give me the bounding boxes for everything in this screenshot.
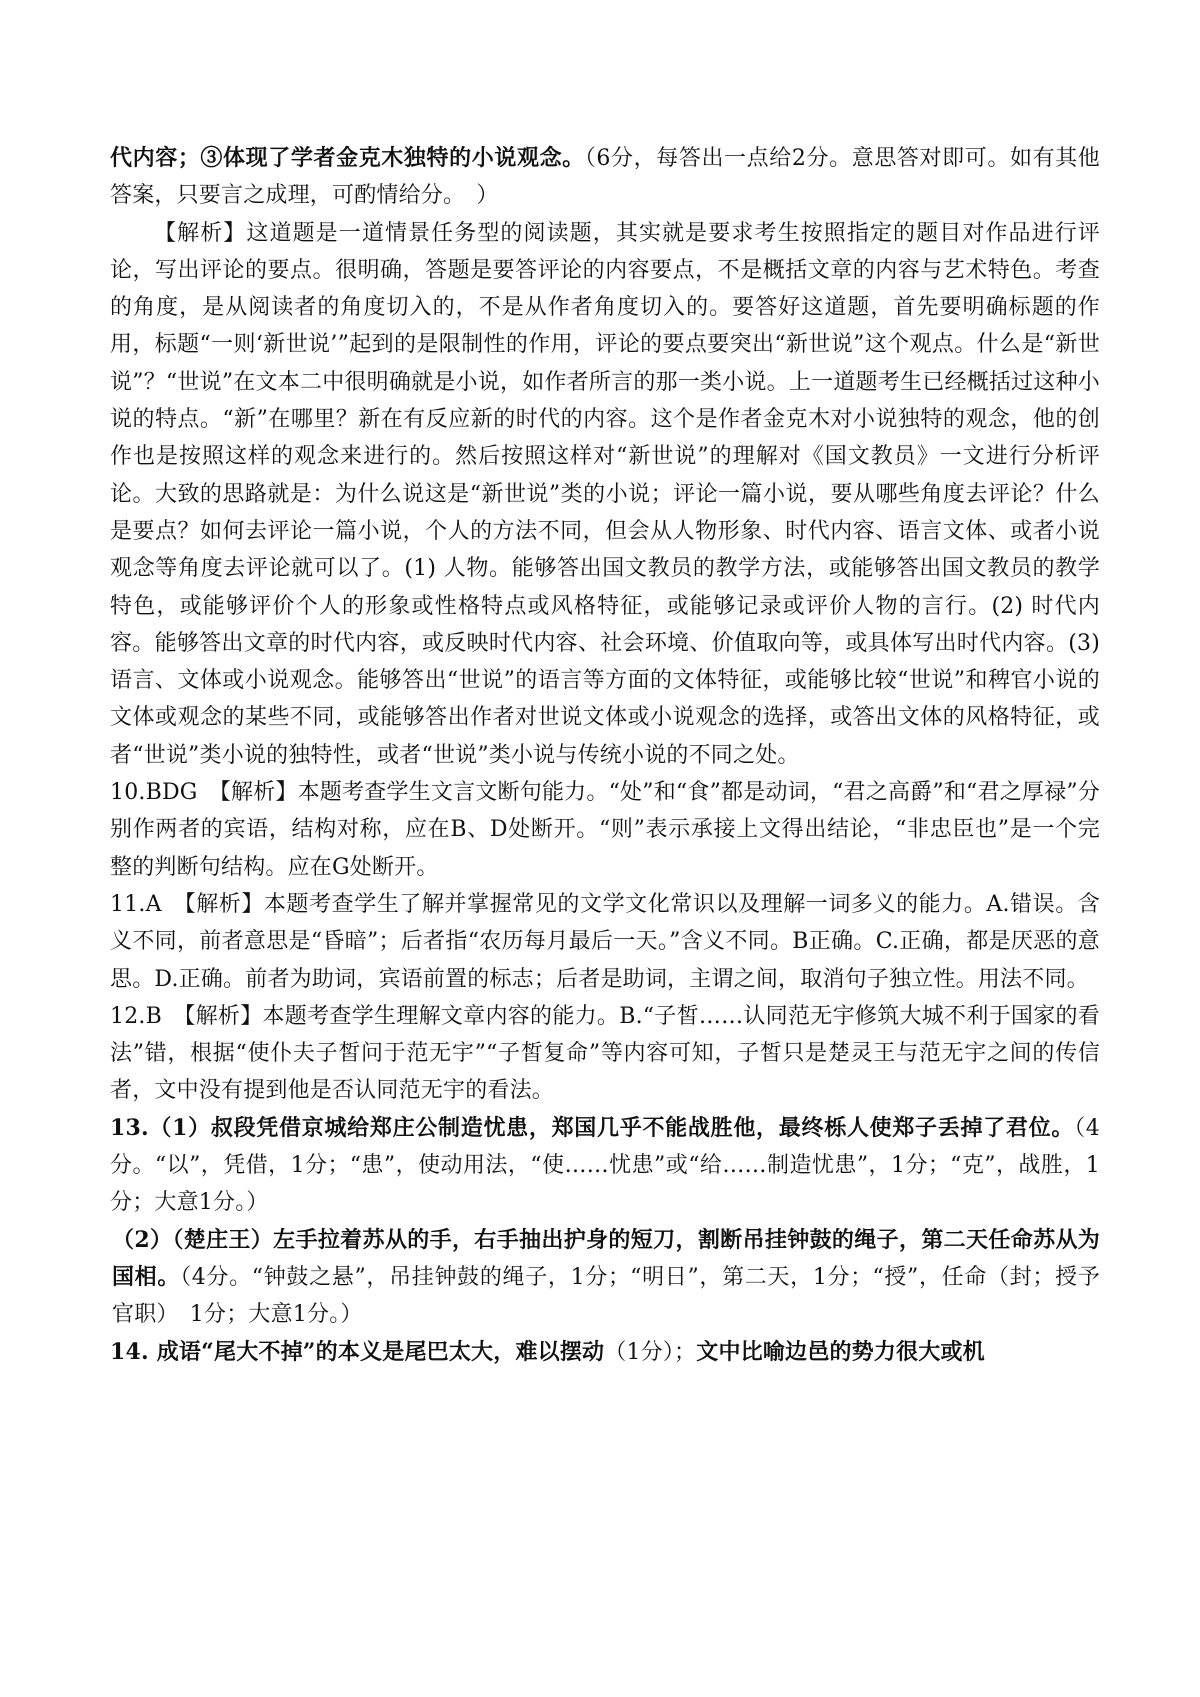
answer-13-part-1 — [110, 1110, 1100, 1222]
answer-11: 11.A 【解析】本题考查学生了解并掌握常见的文学文化常识以及理解一词多义的能力。A.错误。含义不同，前者意思是“昏暗”；后者指“农历每月最后一天。”含义不同。B正确。C.正确，都是厌恶的意思。D.正确。前者为助词，宾语前置的标志；后者是助词，主谓之间，取消句子独立性。用法不同。 — [110, 891, 1100, 992]
answer-13-2-scoring: （4分。“钟鼓之悬”，吊挂钟鼓的绳子，1分；“明日”，第二天，1分；“授”，任命（封；授予官职） 1分；大意1分。） — [112, 1264, 1100, 1328]
answer-14 — [110, 1334, 1100, 1371]
answer-14-part-b: 文中比喻边邑的势力很大或机 — [696, 1338, 985, 1365]
answer-13-part-2 — [110, 1222, 1100, 1334]
answer-13-1-translation: 13.（1）叔段凭借京城给郑庄公制造忧患，郑国几乎不能战胜他，最终栎人使郑子丢掉了君位。 — [110, 1114, 1075, 1141]
answer-13-2-translation: （2）（楚庄王）左手拉着苏从的手，右手抽出护身的短刀，割断吊挂钟鼓的绳子，第二天任命苏从为国相。 — [112, 1226, 1100, 1290]
answer-12: 12.B 【解析】本题考查学生理解文章内容的能力。B.“子皙……认同范无宇修筑大城不利于国家的看法”错，根据“使仆夫子皙问于范无宇”“子皙复命”等内容可知，子皙只是楚灵王与范无宇之间的传信者，文中没有提到他是否认同范无宇的看法。 — [110, 1003, 1100, 1104]
answer-9-continuation — [110, 140, 1100, 215]
answer-13-1-scoring: （4分。“以”，凭借，1分；“患”，使动用法，“使……忧患”或“给……制造忧患”，1分；“克”，战胜，1分；大意1分。） — [110, 1115, 1100, 1216]
answer-14-part-a: 14. 成语“尾大不掉”的本义是尾巴太大，难以摆动 — [110, 1338, 605, 1365]
answer-key-page — [110, 140, 1100, 1371]
answer-14-score: （1分）； — [604, 1339, 697, 1365]
answer-9-analysis: 【解析】这道题是一道情景任务型的阅读题，其实就是要求考生按照指定的题目对作品进行评论，写出评论的要点。很明确，答题是要答评论的内容要点，不是概括文章的内容与艺术特色。考查的角度，是从阅读者的角度切入的，不是从作者角度切入的。要答好这道题，首先要明确标题的作用，标题“一则‘新世说’”起到的是限制性的作用，评论的要点要突出“新世说”这个观点。什么是“新世说”？“世说”在文本二中很明确就是小说，如作者所言的那一类小说。上一道题考生已经概括过这种小说的特点。“新”在哪里？新在有反应新的时代的内容。这个是作者金克木对小说独特的观念，他的创作也是按照这样的观念来进行的。然后按照这样对“新世说”的理解对《国文教员》一文进行分析评论。大致的思路就是：为什么说这是“新世说”类的小说；评论一篇小说，要从哪些角度去评论？什么是要点？如何去评论一篇小说，个人的方法不同，但会从人物形象、时代内容、语言文体、或者小说观念等角度去评论就可以了。(1) 人物。能够答出国文教员的教学方法，或能够答出国文教员的教学特色，或能够评价个人的形象或性格特点或风格特征，或能够记录或评价人物的言行。(2) 时代内容。能够答出文章的时代内容，或反映时代内容、社会环境、价值取向等，或具体写出时代内容。(3) 语言、文体或小说观念。能够答出“世说”的语言等方面的文体特征，或能够比较“世说”和稗官小说的文体或观念的某些不同，或能够答出作者对世说文体或小说观念的选择，或答出文体的风格特征，或者“世说”类小说的独特性，或者“世说”类小说与传统小说的不同之处。 — [110, 220, 1100, 768]
answer-9-scoring: （6分，每答出一点给2分。意思答对即可。如有其他答案，只要言之成理，可酌情给分。 ） — [110, 146, 1101, 209]
answer-10: 10.BDG 【解析】本题考查学生文言文断句能力。“处”和“食”都是动词，“君之高爵”和“君之厚禄”分别作两者的宾语，结构对称，应在B、D处断开。“则”表示承接上文得出结论，“非忠臣也”是一个完整的判断句结构。应在G处断开。 — [110, 780, 1100, 880]
answer-9-points: 代内容；③体现了学者金克木独特的小说观念。 — [110, 145, 585, 171]
